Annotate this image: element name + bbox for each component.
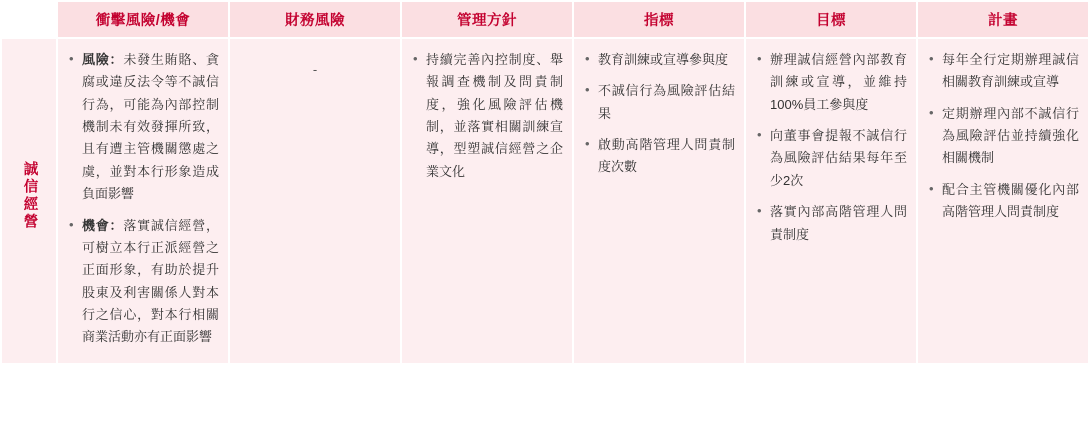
indicators-list xyxy=(583,49,735,179)
table-header xyxy=(1,1,1089,38)
list-item xyxy=(411,49,563,183)
cell-indicators xyxy=(573,38,745,364)
targets-list xyxy=(755,49,907,246)
list-item xyxy=(927,103,1079,170)
list-item xyxy=(67,49,219,206)
cell-financial-risk xyxy=(229,38,401,364)
list-item-text: 辦理誠信經營內部教育訓練或宣導，並維持100%員工參與度 xyxy=(770,52,907,112)
list-item xyxy=(755,201,907,246)
list-item xyxy=(755,49,907,116)
list-item xyxy=(927,49,1079,94)
cell-plans xyxy=(917,38,1089,364)
list-item-text: 向董事會提報不誠信行為風險評估結果每年至少2次 xyxy=(770,128,907,188)
table-header-targets: 目標 xyxy=(745,1,917,38)
list-item xyxy=(927,179,1079,224)
table-header-management-policy: 管理方針 xyxy=(401,1,573,38)
list-item-text: 教育訓練或宣導參與度 xyxy=(598,52,729,67)
topic-cell xyxy=(1,38,57,364)
list-item-text: 持續完善內控制度、舉報調查機制及問責制度，強化風險評估機制，並落實相關訓練宣導，型塑誠信經營之企業文化 xyxy=(426,52,563,179)
cell-targets xyxy=(745,38,917,364)
list-item xyxy=(583,134,735,179)
table-row xyxy=(1,38,1089,364)
table-body xyxy=(1,38,1089,364)
table-header-corner xyxy=(1,1,57,38)
list-item xyxy=(755,125,907,192)
list-item xyxy=(67,215,219,349)
list-item-text: 定期辦理內部不誠信行為風險評估並持續強化相關機制 xyxy=(942,105,1079,166)
table-header-impact-risk-opportunity: 衝擊風險/機會 xyxy=(57,1,229,38)
plans-list xyxy=(927,49,1079,224)
list-item-text: 落實誠信經營，可樹立本行正派經營之正面形象，有助於提升股東及利害關係人對本行之信心，對本行相關商業活動亦有正面影響 xyxy=(82,217,219,345)
list-item-text: 不誠信行為風險評估結果 xyxy=(598,83,735,121)
cell-management-policy xyxy=(401,38,573,364)
table-header-plans: 計畫 xyxy=(917,1,1089,38)
list-item-text: 配合主管機關優化內部高階管理人問責制度 xyxy=(942,181,1079,220)
list-item-lead: 風險： xyxy=(82,52,124,67)
cell-impact-risk-opportunity xyxy=(57,38,229,364)
list-item-text: 每年全行定期辦理誠信相關教育訓練或宣導 xyxy=(942,52,1079,90)
impact-risk-opportunity-list xyxy=(67,49,219,349)
list-item-text: 啟動高階管理人問責制度次數 xyxy=(598,137,735,175)
list-item-text: 落實內部高階管理人問責制度 xyxy=(770,204,907,242)
list-item-text: 未發生賄賂、貪腐或違反法令等不誠信行為，可能為內部控制機制未有效發揮所致，且有遭主管機關懲處之虞，並對本行形象造成負面影響 xyxy=(82,52,219,202)
list-item-lead: 機會： xyxy=(82,217,124,233)
list-item xyxy=(583,49,735,71)
table-header-row xyxy=(1,1,1089,38)
table-header-indicators: 指標 xyxy=(573,1,745,38)
management-policy-list xyxy=(411,49,563,183)
list-item xyxy=(583,80,735,125)
table-header-financial-risk: 財務風險 xyxy=(229,1,401,38)
financial-risk-value: - xyxy=(312,62,318,77)
topic-label: 誠信經營 xyxy=(21,161,38,232)
